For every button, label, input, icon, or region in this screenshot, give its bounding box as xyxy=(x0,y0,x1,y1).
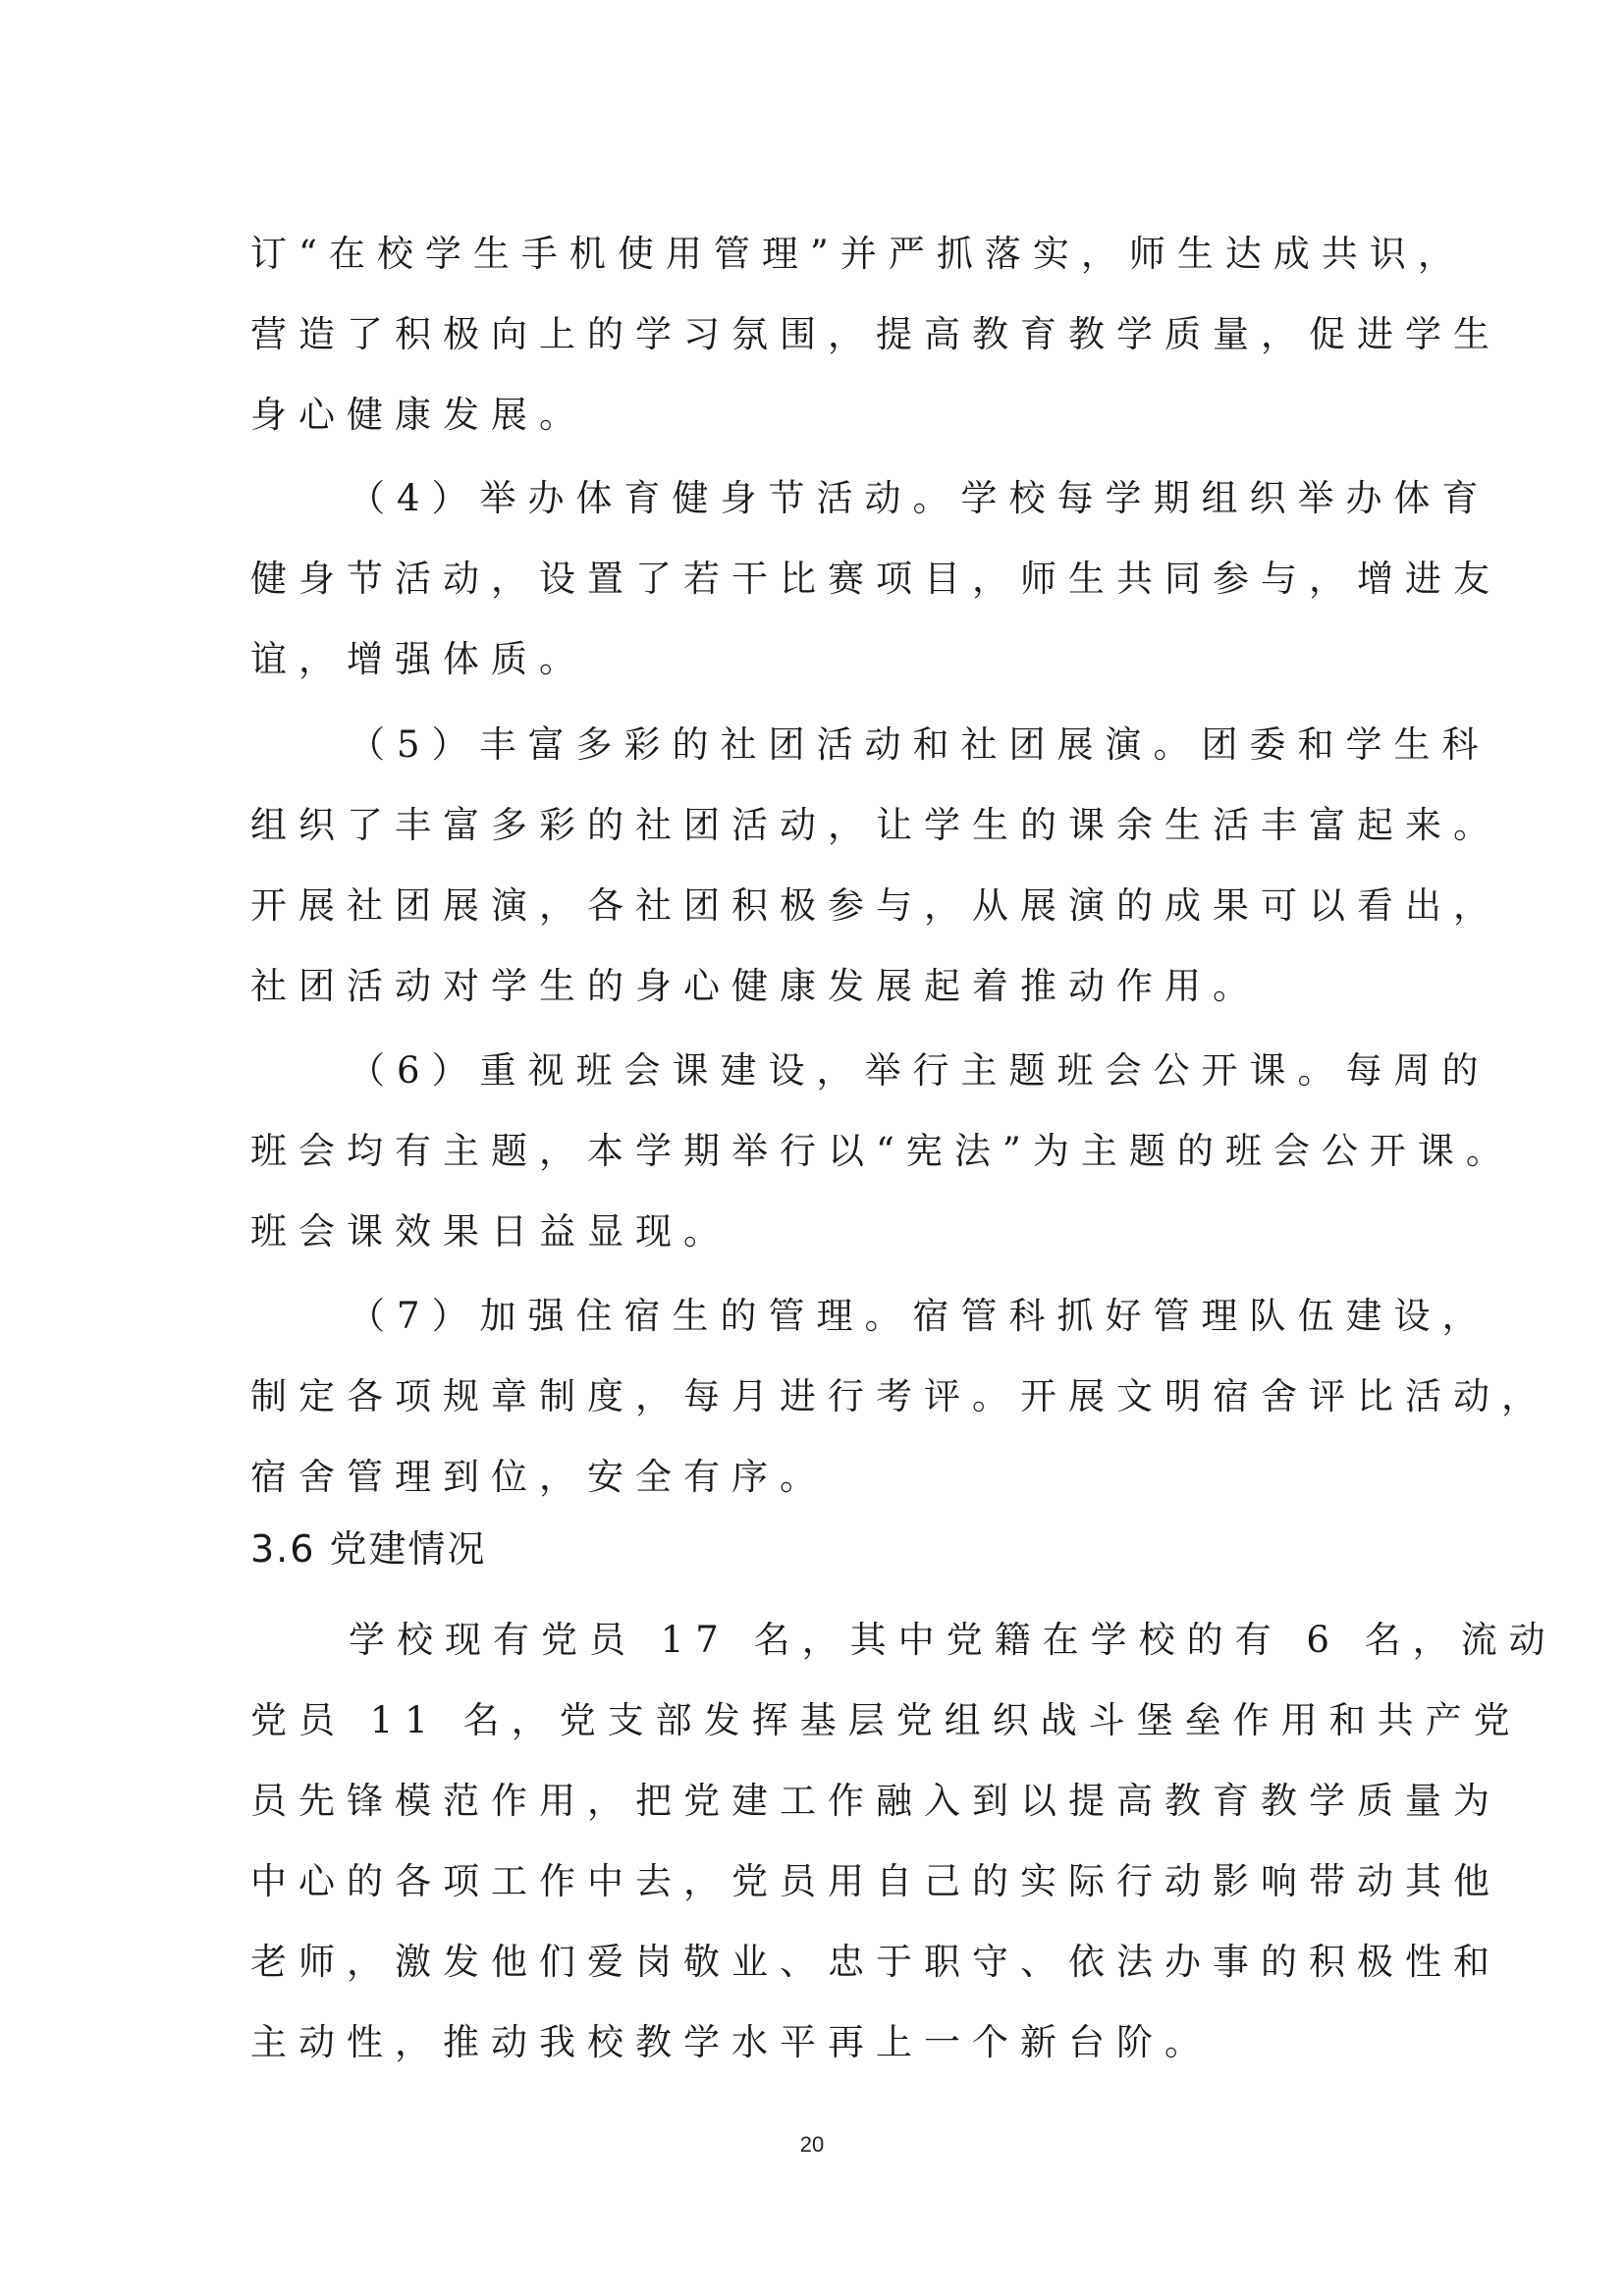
text-line: 学校现有党员 17 名，其中党籍在学校的有 6 名，流动 xyxy=(349,1619,1557,1661)
paragraph-item-6 xyxy=(250,1031,1514,1272)
paragraph-item-4 xyxy=(250,458,1501,700)
text-line: 班会均有主题，本学期举行以“宪法”为主题的班会公开课。 xyxy=(250,1130,1514,1172)
text-line: 订“在校学生手机使用管理”并严抓落实，师生达成共识， xyxy=(250,233,1466,275)
paragraph-continued xyxy=(250,214,1501,455)
paragraph-party-building xyxy=(250,1600,1557,2083)
text-line: 主动性，推动我校教学水平再上一个新台阶。 xyxy=(250,2021,1213,2063)
text-line: 营造了积极向上的学习氛围，提高教育教学质量，促进学生 xyxy=(250,313,1501,355)
text-line: 健身节活动，设置了若干比赛项目，师生共同参与，增进友 xyxy=(250,558,1501,600)
text-line: （5）丰富多彩的社团活动和社团展演。团委和学生科 xyxy=(349,723,1490,766)
paragraph-item-7 xyxy=(250,1276,1549,1518)
text-line: 谊，增强体质。 xyxy=(250,638,587,680)
text-line: 身心健康发展。 xyxy=(250,394,587,436)
section-heading: 3.6 党建情况 xyxy=(250,1527,487,1571)
text-line: （7）加强住宿生的管理。宿管科抓好管理队伍建设， xyxy=(349,1295,1490,1337)
text-line: （6）重视班会课建设，举行主题班会公开课。每周的 xyxy=(349,1049,1490,1092)
text-line: 宿舍管理到位，安全有序。 xyxy=(250,1456,828,1498)
text-line: 开展社团展演，各社团积极参与，从展演的成果可以看出， xyxy=(250,884,1501,927)
text-line: 制定各项规章制度，每月进行考评。开展文明宿舍评比活动， xyxy=(250,1375,1549,1417)
page-number: 20 xyxy=(799,2132,825,2157)
text-line: 员先锋模范作用，把党建工作融入到以提高教育教学质量为 xyxy=(250,1780,1501,1822)
text-line: 社团活动对学生的身心健康发展起着推动作用。 xyxy=(250,965,1261,1007)
text-line: （4）举办体育健身节活动。学校每学期组织举办体育 xyxy=(349,477,1490,519)
text-line: 组织了丰富多彩的社团活动，让学生的课余生活丰富起来。 xyxy=(250,804,1501,846)
text-line: 中心的各项工作中去，党员用自己的实际行动影响带动其他 xyxy=(250,1860,1501,1902)
text-line: 老师，激发他们爱岗敬业、忠于职守、依法办事的积极性和 xyxy=(250,1941,1501,1983)
text-line: 党员 11 名，党支部发挥基层党组织战斗堡垒作用和共产党 xyxy=(250,1699,1522,1741)
paragraph-item-5 xyxy=(250,705,1501,1027)
text-line: 班会课效果日益显现。 xyxy=(250,1210,731,1253)
